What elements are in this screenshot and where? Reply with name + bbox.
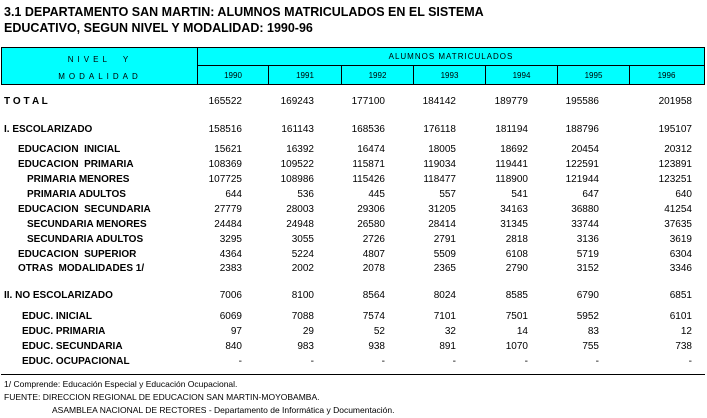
cell-value: 6304 — [669, 249, 692, 260]
cell-value: 115871 — [352, 159, 385, 170]
cell-value: 2078 — [362, 263, 385, 274]
cell-value: 4364 — [219, 249, 242, 260]
cell-value: 123891 — [658, 159, 692, 170]
row-label: PRIMARIA ADULTOS — [27, 189, 126, 200]
cell-value: 119441 — [495, 159, 528, 170]
cell-value: 557 — [439, 189, 456, 200]
cell-value: 755 — [582, 341, 599, 352]
table-row — [0, 189, 707, 203]
table-row — [0, 234, 707, 248]
cell-value: 2726 — [362, 234, 385, 245]
header-year-1992: 1992 — [341, 66, 413, 84]
row-label: II. NO ESCOLARIZADO — [4, 290, 113, 301]
footnote: 1/ Comprende: Educación Especial y Educación Ocupacional. — [4, 379, 238, 389]
cell-value: 24948 — [286, 219, 314, 230]
cell-value: 2790 — [505, 263, 528, 274]
cell-value: 6101 — [669, 311, 692, 322]
table-row — [0, 96, 707, 110]
source-line: FUENTE: DIRECCION REGIONAL DE EDUCACION SAN MARTIN-MOYOBAMBA. — [4, 392, 320, 402]
table-row — [0, 174, 707, 188]
cell-value: - — [452, 356, 456, 367]
source-line-2: ASAMBLEA NACIONAL DE RECTORES - Departamento de Informática y Documentación. — [52, 405, 395, 415]
row-label: OTRAS MODALIDADES 1/ — [18, 263, 145, 274]
cell-value: 6069 — [219, 311, 242, 322]
cell-value: 983 — [297, 341, 314, 352]
cell-value: 3619 — [669, 234, 692, 245]
cell-value: 16392 — [286, 144, 314, 155]
header-modalidad: MODALIDAD — [58, 72, 142, 81]
cell-value: 108369 — [208, 159, 242, 170]
cell-value: 31345 — [500, 219, 528, 230]
row-label: SECUNDARIA MENORES — [27, 219, 147, 230]
cell-value: 7101 — [433, 311, 456, 322]
cell-value: - — [238, 356, 242, 367]
cell-value: 34163 — [500, 204, 528, 215]
cell-value: 121944 — [565, 174, 599, 185]
header-nivel: NIVEL Y — [67, 55, 133, 64]
row-label: EDUC. OCUPACIONAL — [22, 356, 130, 367]
cell-value: - — [688, 356, 692, 367]
cell-value: 31205 — [428, 204, 456, 215]
cell-value: - — [524, 356, 528, 367]
cell-value: 184142 — [422, 96, 456, 107]
table-row — [0, 219, 707, 233]
cell-value: 8564 — [362, 290, 385, 301]
table-header — [1, 47, 705, 85]
table-row — [0, 263, 707, 277]
header-year-1996: 1996 — [629, 66, 703, 84]
cell-value: 7006 — [219, 290, 242, 301]
row-label: SECUNDARIA ADULTOS — [27, 234, 144, 245]
cell-value: 161143 — [281, 124, 314, 135]
cell-value: 647 — [582, 189, 599, 200]
cell-value: 169243 — [280, 96, 314, 107]
table-row — [0, 124, 707, 138]
cell-value: 20312 — [664, 144, 692, 155]
cell-value: 3055 — [291, 234, 314, 245]
cell-value: 6108 — [505, 249, 528, 260]
header-group: ALUMNOS MATRICULADOS — [198, 48, 704, 66]
header-year-1994: 1994 — [485, 66, 557, 84]
cell-value: 158516 — [208, 124, 242, 135]
cell-value: 37635 — [664, 219, 692, 230]
cell-value: 41254 — [664, 204, 692, 215]
header-level-cell — [2, 48, 198, 84]
cell-value: 891 — [439, 341, 456, 352]
cell-value: 6851 — [669, 290, 692, 301]
cell-value: 18005 — [428, 144, 456, 155]
cell-value: 3295 — [219, 234, 242, 245]
row-label: EDUC. SECUNDARIA — [22, 341, 123, 352]
cell-value: 7088 — [291, 311, 314, 322]
table-bottom-rule — [1, 374, 705, 375]
cell-value: 24484 — [214, 219, 242, 230]
cell-value: 840 — [225, 341, 242, 352]
cell-value: 2818 — [505, 234, 528, 245]
header-year-1993: 1993 — [413, 66, 485, 84]
row-label: EDUC. PRIMARIA — [22, 326, 106, 337]
cell-value: 26580 — [357, 219, 385, 230]
row-label: EDUC. INICIAL — [22, 311, 92, 322]
table-row — [0, 249, 707, 263]
cell-value: 181194 — [495, 124, 528, 135]
cell-value: 27779 — [214, 204, 242, 215]
cell-value: 177100 — [351, 96, 385, 107]
cell-value: 176118 — [423, 124, 456, 135]
cell-value: 168536 — [351, 124, 385, 135]
table-row — [0, 326, 707, 340]
cell-value: 445 — [368, 189, 385, 200]
cell-value: 5952 — [576, 311, 599, 322]
cell-value: 14 — [516, 326, 528, 337]
cell-value: 115426 — [352, 174, 385, 185]
table-row — [0, 144, 707, 158]
cell-value: 2383 — [219, 263, 242, 274]
cell-value: 195107 — [658, 124, 692, 135]
header-year-1995: 1995 — [557, 66, 629, 84]
cell-value: 107725 — [208, 174, 242, 185]
cell-value: 33744 — [571, 219, 599, 230]
cell-value: 18692 — [500, 144, 528, 155]
header-year-1990: 1990 — [197, 66, 268, 84]
cell-value: 536 — [297, 189, 314, 200]
cell-value: 28003 — [286, 204, 314, 215]
cell-value: 108986 — [280, 174, 314, 185]
cell-value: - — [310, 356, 314, 367]
cell-value: 15621 — [214, 144, 242, 155]
cell-value: 52 — [373, 326, 385, 337]
cell-value: 541 — [511, 189, 528, 200]
table-row — [0, 341, 707, 355]
cell-value: 8024 — [433, 290, 456, 301]
cell-value: 109522 — [280, 159, 314, 170]
cell-value: 1070 — [505, 341, 528, 352]
table-row — [0, 356, 707, 370]
cell-value: 644 — [225, 189, 242, 200]
cell-value: 32 — [444, 326, 456, 337]
cell-value: 97 — [230, 326, 242, 337]
cell-value: 123251 — [658, 174, 692, 185]
cell-value: 4807 — [362, 249, 385, 260]
row-label: T O T A L — [4, 96, 48, 107]
cell-value: 201958 — [658, 96, 692, 107]
cell-value: 16474 — [357, 144, 385, 155]
cell-value: 36880 — [571, 204, 599, 215]
row-label: EDUCACION SUPERIOR — [18, 249, 137, 260]
cell-value: 119034 — [423, 159, 456, 170]
cell-value: 5719 — [576, 249, 599, 260]
cell-value: 2002 — [291, 263, 314, 274]
page-subtitle: EDUCATIVO, SEGUN NIVEL Y MODALIDAD: 1990-96 — [4, 21, 313, 35]
row-label: EDUCACION SECUNDARIA — [18, 204, 151, 215]
row-label: I. ESCOLARIZADO — [4, 124, 93, 135]
cell-value: 3152 — [576, 263, 599, 274]
cell-value: 118477 — [423, 174, 456, 185]
cell-value: 188796 — [565, 124, 599, 135]
cell-value: 5509 — [433, 249, 456, 260]
cell-value: 12 — [680, 326, 692, 337]
cell-value: 122591 — [565, 159, 599, 170]
row-label: PRIMARIA MENORES — [27, 174, 130, 185]
cell-value: 3136 — [576, 234, 599, 245]
table-row — [0, 159, 707, 173]
cell-value: 20454 — [571, 144, 599, 155]
cell-value: 195586 — [565, 96, 599, 107]
table-row — [0, 311, 707, 325]
cell-value: 938 — [368, 341, 385, 352]
page-title: 3.1 DEPARTAMENTO SAN MARTIN: ALUMNOS MATRICULADOS EN EL SISTEMA — [4, 5, 484, 19]
cell-value: 29 — [302, 326, 314, 337]
row-label: EDUCACION PRIMARIA — [18, 159, 134, 170]
cell-value: 8100 — [291, 290, 314, 301]
cell-value: 738 — [675, 341, 692, 352]
cell-value: 2791 — [433, 234, 456, 245]
cell-value: 5224 — [291, 249, 314, 260]
cell-value: 3346 — [669, 263, 692, 274]
cell-value: 118900 — [495, 174, 528, 185]
cell-value: 83 — [587, 326, 599, 337]
cell-value: 165522 — [208, 96, 242, 107]
cell-value: 29306 — [357, 204, 385, 215]
cell-value: 2365 — [433, 263, 456, 274]
cell-value: 8585 — [505, 290, 528, 301]
cell-value: 7501 — [505, 311, 528, 322]
table-row — [0, 204, 707, 218]
cell-value: - — [595, 356, 599, 367]
cell-value: - — [381, 356, 385, 367]
cell-value: 6790 — [576, 290, 599, 301]
cell-value: 7574 — [362, 311, 385, 322]
cell-value: 28414 — [428, 219, 456, 230]
table-row — [0, 290, 707, 304]
header-year-1991: 1991 — [268, 66, 341, 84]
cell-value: 640 — [675, 189, 692, 200]
row-label: EDUCACION INICIAL — [18, 144, 121, 155]
cell-value: 189779 — [494, 96, 528, 107]
